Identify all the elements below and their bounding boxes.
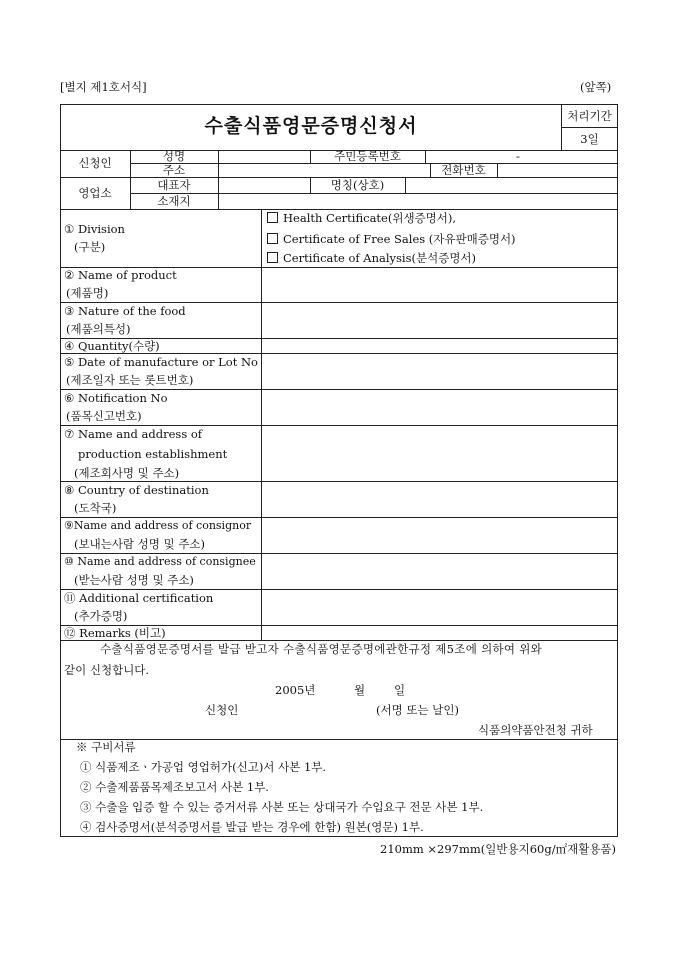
consignor-label: ⑨Name and address of consignor: [64, 519, 252, 532]
checkbox-icon[interactable]: [267, 252, 278, 263]
address-field[interactable]: [219, 164, 429, 176]
destination-label-ko: (도착국): [74, 501, 117, 515]
date-lot-label-ko: (제조일자 또는 롯트번호): [66, 373, 194, 387]
name-field[interactable]: [219, 151, 309, 162]
signature-note: (서명 또는 날인): [376, 703, 459, 717]
nature-field[interactable]: [262, 303, 617, 337]
remarks-label: ⑫ Remarks (비고): [64, 626, 166, 640]
phone-field[interactable]: [498, 164, 617, 176]
notification-field[interactable]: [262, 390, 617, 424]
addressee: 식품의약품안전청 귀하: [478, 723, 593, 737]
rrn-dash: -: [516, 149, 520, 163]
additional-cert-label-ko: (추가증명): [74, 609, 128, 623]
option-free-sales[interactable]: Certificate of Free Sales (자유판매증명서): [267, 232, 516, 246]
date-lot-field[interactable]: [262, 354, 617, 388]
checkbox-icon[interactable]: [267, 233, 278, 244]
form-title: 수출식품영문증명신청서: [204, 115, 418, 137]
additional-cert-label: ⑪ Additional certification: [64, 591, 214, 605]
consignor-label-ko: (보내는사람 성명 및 주소): [74, 537, 206, 551]
address-label: 주소: [162, 163, 186, 177]
date-year: 2005년: [275, 683, 316, 697]
date-month: 월: [354, 683, 366, 697]
division-label: ① Division: [64, 222, 125, 236]
document-item: ① 식품제조ㆍ가공업 영업허가(신고)서 사본 1부.: [80, 760, 327, 774]
option-health-certificate[interactable]: Health Certificate(위생증명서),: [267, 211, 456, 225]
statement-line-2: 같이 신청합니다.: [64, 663, 150, 677]
establishment-label-2: production establishment: [78, 447, 228, 461]
processing-value: 3일: [580, 132, 599, 146]
destination-field[interactable]: [262, 482, 617, 516]
form-number: [별지 제1호서식]: [60, 80, 147, 94]
paper-spec: 210mm ×297mm(일반용지60g/㎡재활용품): [380, 842, 617, 856]
phone-label: 전화번호: [441, 163, 486, 177]
consignee-label: ⑩ Name and address of consignee: [64, 555, 256, 568]
applicant-section: 신청인: [78, 156, 112, 170]
document-item: ② 수출제품품목제조보고서 사본 1부.: [80, 780, 269, 794]
location-label: 소재지: [157, 194, 191, 208]
representative-field[interactable]: [219, 178, 309, 192]
trade-name-field[interactable]: [406, 178, 617, 192]
product-name-field[interactable]: [262, 268, 617, 301]
consignee-label-ko: (받는사람 성명 및 주소): [74, 573, 194, 587]
representative-label: 대표자: [157, 178, 191, 192]
rrn-field[interactable]: [426, 151, 617, 162]
product-name-label-ko: (제품명): [66, 286, 109, 300]
business-section: 영업소: [78, 186, 112, 200]
quantity-field[interactable]: [262, 339, 617, 352]
consignor-field[interactable]: [262, 518, 617, 552]
date-day: 일: [394, 683, 406, 697]
product-name-label: ② Name of product: [64, 268, 177, 282]
division-label-ko: (구분): [74, 240, 106, 254]
establishment-label-ko: (제조회사명 및 주소): [74, 466, 180, 480]
additional-cert-field[interactable]: [262, 590, 617, 624]
destination-label: ⑧ Country of destination: [64, 483, 209, 497]
name-label: 성명: [162, 149, 186, 163]
quantity-label: ④ Quantity(수량): [64, 339, 160, 353]
signer-label: 신청인: [205, 703, 239, 717]
checkbox-icon[interactable]: [267, 212, 278, 223]
page-side: (앞쪽): [580, 80, 612, 94]
notification-label: ⑥ Notification No: [64, 391, 168, 405]
processing-label: 처리기간: [567, 109, 612, 123]
notification-label-ko: (품목신고번호): [66, 409, 142, 423]
nature-label: ③ Nature of the food: [64, 304, 186, 318]
date-lot-label: ⑤ Date of manufacture or Lot No: [64, 355, 258, 369]
option-analysis[interactable]: Certificate of Analysis(분석증명서): [267, 251, 476, 265]
document-item: ③ 수출을 입증 할 수 있는 증거서류 사본 또는 상대국가 수입요구 전문 사본 1부.: [80, 800, 484, 814]
documents-heading: ※ 구비서류: [76, 740, 136, 754]
document-item: ④ 검사증명서(분석증명서를 발급 받는 경우에 한함) 원본(영문) 1부.: [80, 820, 424, 834]
location-field[interactable]: [219, 194, 617, 208]
nature-label-ko: (제품의특성): [66, 322, 131, 336]
rrn-label: 주민등록번호: [334, 149, 401, 163]
consignee-field[interactable]: [262, 554, 617, 588]
statement-line-1: 수출식품영문증명서를 발급 받고자 수출식품영문증명에관한규정 제5조에 의하여 위와: [100, 642, 543, 656]
trade-name-label: 명칭(상호): [330, 178, 385, 192]
establishment-field[interactable]: [262, 426, 617, 480]
establishment-label: ⑦ Name and address of: [64, 427, 203, 441]
signer-field[interactable]: [250, 701, 370, 717]
